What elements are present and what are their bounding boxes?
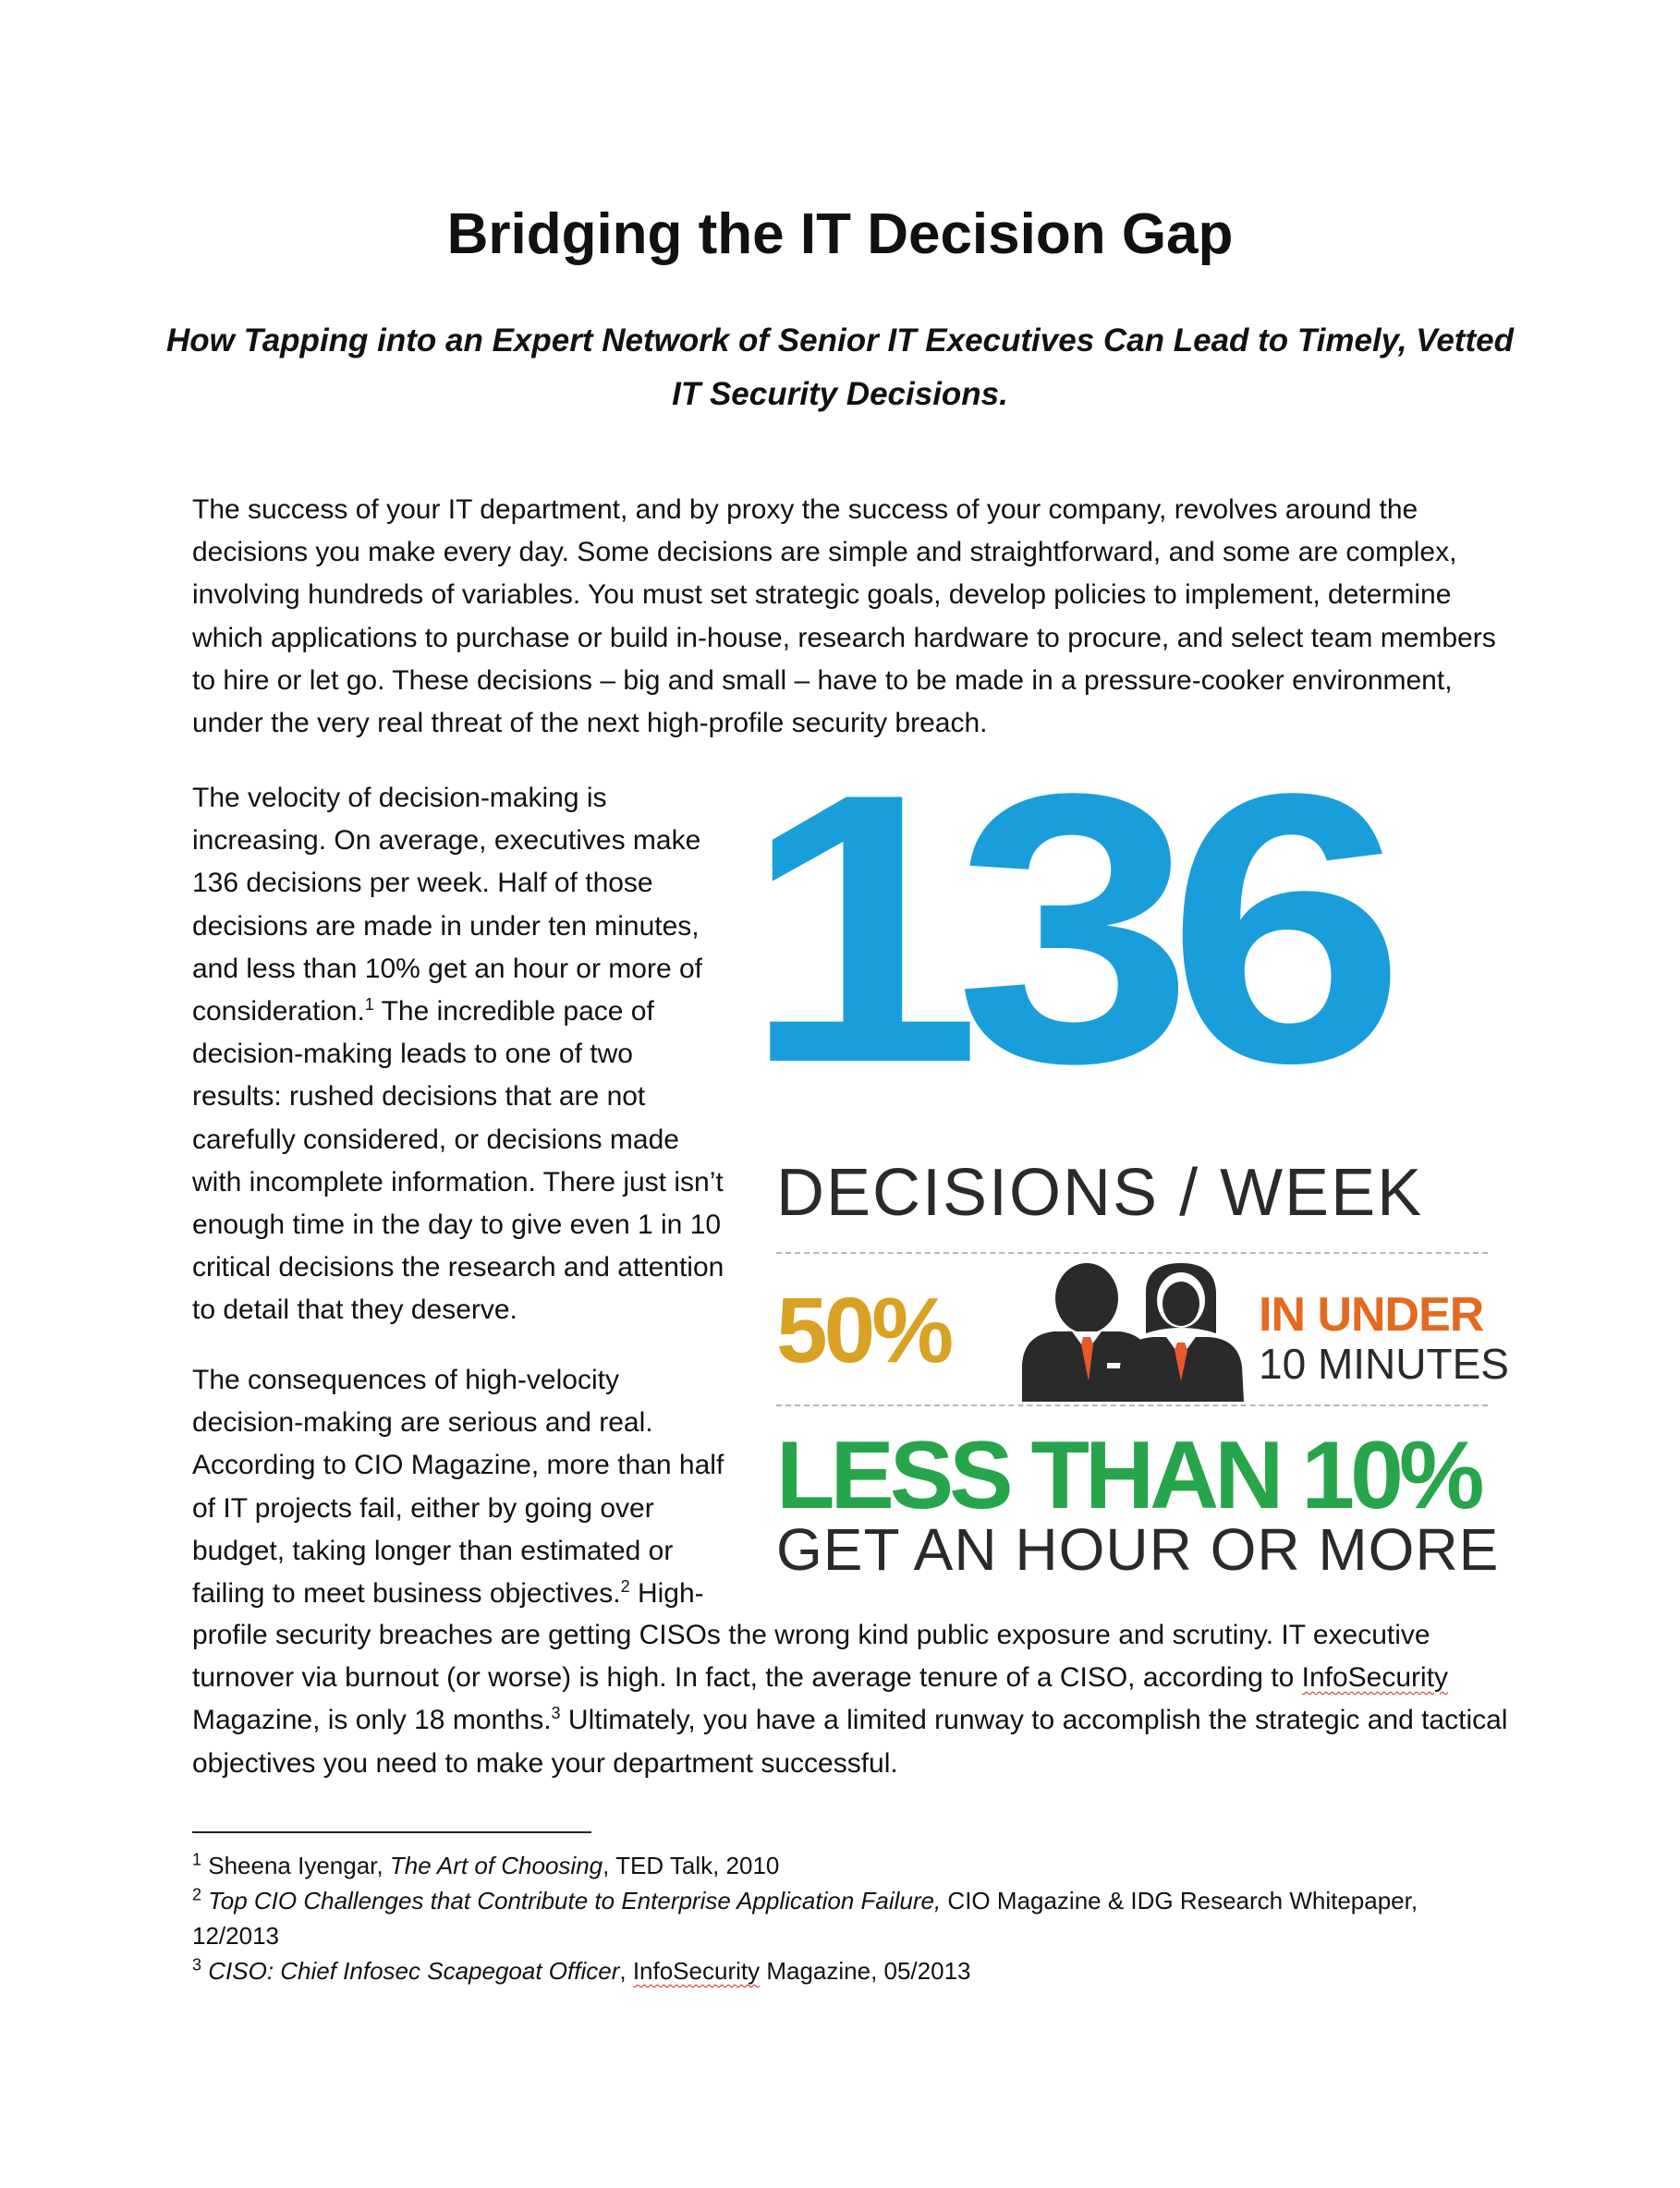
footnote-text: Magazine, 05/2013	[760, 1957, 971, 1985]
velocity-text-b: The incredible pace of decision-making leads to one of two results: rushed decisions that are not carefully considered, or decisions made with incomplete information. There just isn’t enough time in the day to give even 1 in 10 critical decisions the research and attention to detail that they deserve.	[192, 996, 724, 1326]
velocity-paragraph	[192, 777, 728, 1332]
intro-paragraph: The success of your IT department, and by proxy the success of your company, revolves around the decisions you make every day. Some decisions are simple and straightforward, and some are complex, involving hundreds of variables. You must set strategic goals, develop policies to implement, determine which applications to purchase or build in-house, research hardware to procure, and select team members to hire or let go. These decisions – big and small – have to be made in a pressure-cooker environment, under the very real threat of the next high-profile security breach.	[192, 494, 1496, 739]
infosecurity-word: InfoSecurity	[632, 1957, 761, 1985]
decisions-infographic	[743, 713, 1509, 1583]
velocity-text-a: The velocity of decision-making is increasing. On average, executives make 136 decisions per week. Half of those decisions are made in under ten minutes, and less than 10% get an hour or more of consideration.	[192, 783, 703, 1027]
fifty-percent-stat: 50%	[776, 1279, 951, 1382]
continued-text-c: Ultimately, you have a limited runway to accomplish the strategic and tactical objectives you need to make your department successful.	[192, 1705, 1508, 1779]
dashed-divider	[776, 1404, 1488, 1406]
footnote-ref-3[interactable]: 3	[551, 1704, 561, 1723]
footnote-text: ,	[619, 1957, 633, 1985]
footnote-number: 2	[192, 1885, 202, 1904]
consequences-text-b: High-	[629, 1578, 704, 1610]
footnote-2	[192, 1883, 1504, 1953]
footnotes	[192, 1848, 1504, 1988]
footnote-text: Sheena Iyengar,	[208, 1852, 390, 1879]
footnote-text: CIO Magazine & IDG Research Whitepaper, 12/2013	[192, 1887, 1418, 1950]
footnote-title: CISO: Chief Infosec Scapegoat Officer	[208, 1957, 620, 1985]
consequences-paragraph	[192, 1359, 728, 1615]
footnote-ref-1[interactable]: 1	[364, 995, 374, 1015]
hour-or-more-label: GET AN HOUR OR MORE	[776, 1516, 1500, 1583]
document-title: Bridging the IT Decision Gap	[446, 202, 1234, 266]
consequences-continued-paragraph	[192, 1614, 1514, 1785]
consequences-text-a: The consequences of high-velocity decision-making are serious and real. According to CIO Magazine, more than half of IT projects fail, either by going over budget, taking longer than estimated or failing to meet business objectives.	[192, 1365, 724, 1610]
in-under-label: IN UNDER	[1259, 1288, 1484, 1342]
footnote-number: 3	[192, 1955, 202, 1975]
footnote-1	[192, 1848, 1504, 1883]
continued-text-a: profile security breaches are getting CISOs the wrong kind public exposure and scrutiny. IT executive turnover via burnout (or worse) is high. In fact, the average tenure of a CISO, according to	[192, 1620, 1430, 1694]
footnote-title: The Art of Choosing	[389, 1852, 603, 1879]
footnote-text: , TED Talk, 2010	[603, 1852, 780, 1879]
footnote-title: Top CIO Challenges that Contribute to Enterprise Application Failure,	[208, 1887, 942, 1914]
footnote-number: 1	[192, 1850, 202, 1869]
big-number-136: 136	[743, 713, 1380, 1142]
footnote-3	[192, 1953, 1504, 1988]
dashed-divider	[776, 1252, 1488, 1254]
ten-minutes-label: 10 MINUTES	[1259, 1340, 1509, 1388]
footnote-ref-2[interactable]: 2	[620, 1577, 630, 1597]
businessman-and-businesswoman-icon	[1015, 1263, 1248, 1402]
footnote-separator	[192, 1831, 591, 1833]
less-than-ten-percent-stat: LESS THAN 10%	[776, 1422, 1480, 1529]
document-subtitle: How Tapping into an Expert Network of Senior IT Executives Can Lead to Timely, Vetted IT Security Decisions.	[166, 322, 1514, 412]
infosecurity-word: InfoSecurity	[1301, 1662, 1449, 1694]
continued-text-b: Magazine, is only 18 months.	[192, 1705, 552, 1736]
decisions-per-week-label: DECISIONS / WEEK	[776, 1156, 1424, 1230]
